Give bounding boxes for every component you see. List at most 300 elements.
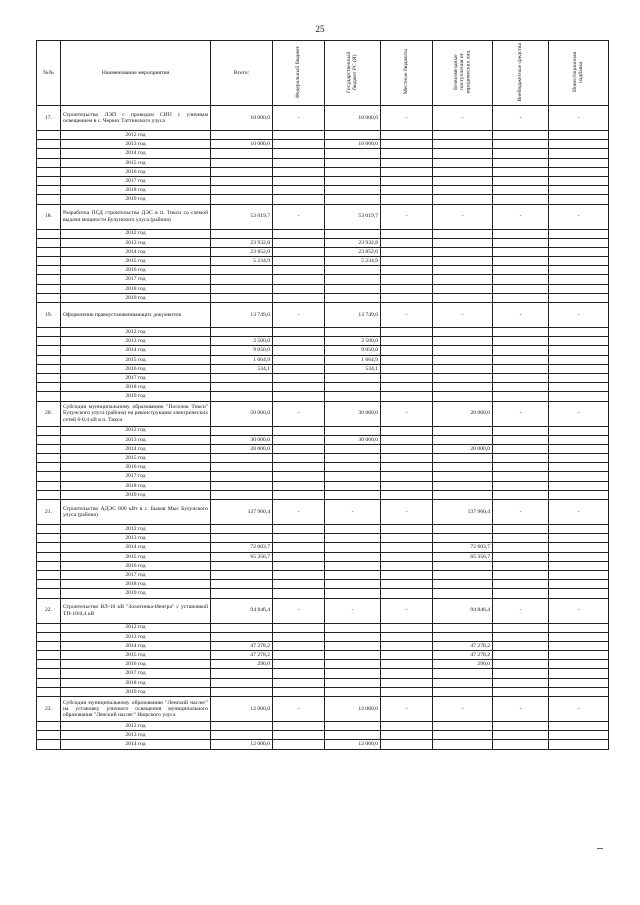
year-label: 2017 год xyxy=(61,570,211,579)
year-row xyxy=(37,328,609,337)
year-value-cell xyxy=(273,678,325,687)
item-value-cell: 30 000,0 xyxy=(325,401,381,426)
year-value-cell xyxy=(325,454,381,463)
year-value-cell xyxy=(549,195,609,204)
year-value-cell xyxy=(273,131,325,140)
year-label: 2017 год xyxy=(61,669,211,678)
year-value-cell xyxy=(549,293,609,302)
year-value-cell: 65 356,7 xyxy=(211,552,273,561)
year-value-cell xyxy=(325,641,381,650)
year-number-cell xyxy=(37,176,61,185)
year-value-cell xyxy=(549,158,609,167)
year-value-cell xyxy=(549,651,609,660)
year-value-cell xyxy=(493,525,549,534)
year-label: 2019 год xyxy=(61,195,211,204)
item-value-cell: - xyxy=(433,697,493,722)
year-row xyxy=(37,426,609,435)
year-value-cell xyxy=(549,346,609,355)
year-row xyxy=(37,641,609,650)
year-number-cell xyxy=(37,444,61,453)
year-label: 2013 год xyxy=(61,140,211,149)
year-value-cell xyxy=(273,570,325,579)
year-value-cell: 534,1 xyxy=(211,364,273,373)
year-value-cell xyxy=(381,275,433,284)
year-value-cell xyxy=(273,660,325,669)
year-label: 2015 год xyxy=(61,158,211,167)
year-label: 2019 год xyxy=(61,687,211,696)
year-value-cell: 65 356,7 xyxy=(433,552,493,561)
item-value-cell: 10 000,0 xyxy=(211,106,273,131)
year-value-cell xyxy=(493,669,549,678)
item-value-cell: - xyxy=(493,598,549,623)
year-value-cell xyxy=(325,131,381,140)
year-value-cell xyxy=(433,454,493,463)
year-value-cell: 23 852,0 xyxy=(325,247,381,256)
item-value-cell: - xyxy=(493,697,549,722)
year-value-cell xyxy=(325,481,381,490)
year-value-cell xyxy=(273,731,325,740)
item-value-cell: 50 000,0 xyxy=(211,401,273,426)
year-value-cell xyxy=(381,346,433,355)
item-value-cell: 53 019,7 xyxy=(211,204,273,229)
year-value-cell xyxy=(325,328,381,337)
year-value-cell xyxy=(493,383,549,392)
year-value-cell xyxy=(493,328,549,337)
year-value-cell xyxy=(433,149,493,158)
year-value-cell xyxy=(433,472,493,481)
item-value-cell: 12 000,0 xyxy=(325,697,381,722)
year-value-cell xyxy=(211,623,273,632)
year-value-cell xyxy=(493,678,549,687)
item-row xyxy=(37,500,609,525)
year-row xyxy=(37,266,609,275)
year-label: 2014 год xyxy=(61,641,211,650)
year-value-cell xyxy=(433,722,493,731)
year-value-cell xyxy=(493,641,549,650)
year-value-cell: 12 000,0 xyxy=(325,740,381,749)
year-value-cell xyxy=(549,543,609,552)
year-label: 2014 год xyxy=(61,543,211,552)
year-value-cell xyxy=(381,481,433,490)
year-label: 2014 год xyxy=(61,247,211,256)
year-number-cell xyxy=(37,158,61,167)
year-value-cell xyxy=(549,364,609,373)
year-row xyxy=(37,580,609,589)
year-number-cell xyxy=(37,167,61,176)
year-value-cell xyxy=(493,392,549,401)
year-value-cell xyxy=(381,426,433,435)
year-value-cell xyxy=(433,364,493,373)
year-value-cell xyxy=(433,337,493,346)
year-value-cell xyxy=(211,383,273,392)
year-value-cell xyxy=(325,490,381,499)
item-number: 17. xyxy=(37,106,61,131)
year-value-cell xyxy=(549,490,609,499)
year-label: 2018 год xyxy=(61,481,211,490)
item-value-cell: 13 749,0 xyxy=(325,303,381,328)
year-value-cell xyxy=(325,284,381,293)
year-value-cell xyxy=(493,552,549,561)
year-label: 2019 год xyxy=(61,490,211,499)
year-value-cell xyxy=(433,355,493,364)
year-value-cell xyxy=(433,328,493,337)
year-value-cell xyxy=(493,561,549,570)
year-value-cell xyxy=(273,651,325,660)
year-row xyxy=(37,534,609,543)
year-value-cell xyxy=(549,669,609,678)
year-row xyxy=(37,131,609,140)
year-row xyxy=(37,435,609,444)
year-value-cell xyxy=(493,131,549,140)
year-label: 2017 год xyxy=(61,275,211,284)
year-label: 2013 год xyxy=(61,435,211,444)
item-value-cell: - xyxy=(493,204,549,229)
item-value-cell: - xyxy=(433,204,493,229)
item-value-cell: - xyxy=(433,106,493,131)
year-row xyxy=(37,454,609,463)
year-value-cell xyxy=(381,632,433,641)
year-value-cell: 10 000,0 xyxy=(211,140,273,149)
year-label: 2018 год xyxy=(61,580,211,589)
year-row xyxy=(37,623,609,632)
year-row xyxy=(37,589,609,598)
year-number-cell xyxy=(37,472,61,481)
year-label: 2016 год xyxy=(61,660,211,669)
year-value-cell xyxy=(325,669,381,678)
year-value-cell xyxy=(493,195,549,204)
year-value-cell xyxy=(493,149,549,158)
year-value-cell: 290,0 xyxy=(211,660,273,669)
year-value-cell xyxy=(493,435,549,444)
year-value-cell xyxy=(381,284,433,293)
item-value-cell: 53 019,7 xyxy=(325,204,381,229)
year-row xyxy=(37,561,609,570)
year-value-cell xyxy=(433,266,493,275)
year-value-cell xyxy=(549,355,609,364)
year-value-cell xyxy=(549,337,609,346)
year-value-cell xyxy=(381,687,433,696)
year-value-cell xyxy=(549,722,609,731)
item-name: Субсидия муниципальному образованию "Ленский наслег" на установку уличного освещения муниципального образования "Ленский наслег" Нюрского улуса xyxy=(61,697,211,722)
year-number-cell xyxy=(37,722,61,731)
year-label: 2012 год xyxy=(61,525,211,534)
year-value-cell xyxy=(549,266,609,275)
item-value-cell: - xyxy=(273,598,325,623)
year-value-cell xyxy=(325,392,381,401)
year-value-cell xyxy=(549,660,609,669)
year-row xyxy=(37,552,609,561)
year-value-cell xyxy=(381,561,433,570)
year-value-cell: 5 234,9 xyxy=(211,257,273,266)
year-value-cell xyxy=(325,651,381,660)
year-value-cell xyxy=(325,373,381,382)
year-value-cell: 23 852,0 xyxy=(211,247,273,256)
year-value-cell xyxy=(493,373,549,382)
year-value-cell xyxy=(549,383,609,392)
year-number-cell xyxy=(37,229,61,238)
year-value-cell xyxy=(325,176,381,185)
year-number-cell xyxy=(37,238,61,247)
year-value-cell xyxy=(433,229,493,238)
year-value-cell xyxy=(211,580,273,589)
year-value-cell xyxy=(211,373,273,382)
year-value-cell xyxy=(381,435,433,444)
year-value-cell xyxy=(433,534,493,543)
year-value-cell xyxy=(493,580,549,589)
header-off-budget-funds: Внебюджетные средства xyxy=(493,41,549,106)
year-value-cell xyxy=(325,687,381,696)
header-local-budgets: Местные бюджеты xyxy=(381,41,433,106)
year-value-cell xyxy=(381,444,433,453)
item-value-cell: - xyxy=(381,598,433,623)
year-number-cell xyxy=(37,355,61,364)
year-value-cell xyxy=(381,525,433,534)
year-label: 2012 год xyxy=(61,328,211,337)
year-number-cell xyxy=(37,543,61,552)
year-value-cell xyxy=(549,392,609,401)
year-value-cell: 12 000,0 xyxy=(211,740,273,749)
year-row xyxy=(37,257,609,266)
year-value-cell xyxy=(433,257,493,266)
year-value-cell xyxy=(549,131,609,140)
year-row xyxy=(37,444,609,453)
item-value-cell: 12 000,0 xyxy=(211,697,273,722)
item-value-cell: 13 749,0 xyxy=(211,303,273,328)
year-row xyxy=(37,337,609,346)
year-value-cell xyxy=(493,293,549,302)
year-value-cell: 20 000,0 xyxy=(433,444,493,453)
year-value-cell xyxy=(273,463,325,472)
year-value-cell xyxy=(211,454,273,463)
year-value-cell xyxy=(549,641,609,650)
year-value-cell xyxy=(381,669,433,678)
year-number-cell xyxy=(37,149,61,158)
year-value-cell xyxy=(549,444,609,453)
year-value-cell xyxy=(549,481,609,490)
year-value-cell: 1 664,9 xyxy=(211,355,273,364)
year-value-cell xyxy=(325,472,381,481)
item-number: 19. xyxy=(37,303,61,328)
year-row xyxy=(37,463,609,472)
year-value-cell xyxy=(381,364,433,373)
year-value-cell xyxy=(433,623,493,632)
year-value-cell xyxy=(381,186,433,195)
item-name: Строительство АДЭС 800 кВт в с. Быков Мыс Булунского улуса (района) xyxy=(61,500,211,525)
year-value-cell xyxy=(433,247,493,256)
year-value-cell xyxy=(493,167,549,176)
year-value-cell xyxy=(273,176,325,185)
year-value-cell xyxy=(211,463,273,472)
year-value-cell xyxy=(493,740,549,749)
year-value-cell xyxy=(273,337,325,346)
item-value-cell: - xyxy=(381,401,433,426)
year-label: 2014 год xyxy=(61,740,211,749)
item-value-cell: 10 000,0 xyxy=(325,106,381,131)
year-number-cell xyxy=(37,247,61,256)
year-value-cell xyxy=(273,552,325,561)
budget-table xyxy=(36,40,609,750)
year-number-cell xyxy=(37,195,61,204)
year-number-cell xyxy=(37,454,61,463)
year-row xyxy=(37,490,609,499)
year-row xyxy=(37,284,609,293)
year-value-cell xyxy=(493,247,549,256)
year-value-cell xyxy=(381,140,433,149)
item-row xyxy=(37,204,609,229)
year-value-cell: 30 000,0 xyxy=(325,435,381,444)
year-value-cell xyxy=(549,463,609,472)
year-value-cell xyxy=(433,525,493,534)
year-row xyxy=(37,525,609,534)
year-value-cell xyxy=(433,580,493,589)
year-value-cell xyxy=(433,284,493,293)
year-value-cell: 20 000,0 xyxy=(211,444,273,453)
year-value-cell xyxy=(273,238,325,247)
year-label: 2017 год xyxy=(61,472,211,481)
year-row xyxy=(37,140,609,149)
item-value-cell: - xyxy=(549,598,609,623)
year-number-cell xyxy=(37,525,61,534)
year-value-cell xyxy=(325,561,381,570)
year-value-cell xyxy=(381,149,433,158)
year-value-cell xyxy=(381,552,433,561)
year-number-cell xyxy=(37,632,61,641)
year-value-cell xyxy=(549,186,609,195)
year-value-cell xyxy=(211,186,273,195)
year-value-cell xyxy=(273,490,325,499)
year-value-cell xyxy=(325,444,381,453)
year-value-cell xyxy=(381,355,433,364)
year-value-cell xyxy=(493,355,549,364)
year-number-cell xyxy=(37,373,61,382)
year-number-cell xyxy=(37,660,61,669)
year-value-cell xyxy=(273,346,325,355)
year-value-cell xyxy=(549,454,609,463)
year-value-cell xyxy=(433,570,493,579)
item-value-cell: 137 960,4 xyxy=(211,500,273,525)
year-value-cell xyxy=(433,435,493,444)
year-value-cell xyxy=(325,275,381,284)
year-row xyxy=(37,678,609,687)
year-number-cell xyxy=(37,435,61,444)
year-value-cell xyxy=(325,426,381,435)
year-label: 2012 год xyxy=(61,623,211,632)
year-number-cell xyxy=(37,687,61,696)
year-value-cell xyxy=(273,740,325,749)
year-value-cell xyxy=(211,481,273,490)
year-label: 2015 год xyxy=(61,552,211,561)
year-number-cell xyxy=(37,678,61,687)
year-value-cell xyxy=(433,561,493,570)
year-value-cell xyxy=(381,641,433,650)
year-value-cell xyxy=(493,472,549,481)
header-federal-budget: Федеральный бюджет xyxy=(273,41,325,106)
year-value-cell xyxy=(273,158,325,167)
year-value-cell xyxy=(433,383,493,392)
year-number-cell xyxy=(37,284,61,293)
year-number-cell xyxy=(37,275,61,284)
item-value-cell: 137 960,4 xyxy=(433,500,493,525)
year-value-cell xyxy=(381,580,433,589)
year-value-cell: 72 603,7 xyxy=(433,543,493,552)
year-value-cell: 5 234,9 xyxy=(325,257,381,266)
year-value-cell xyxy=(381,534,433,543)
item-value-cell: 94 846,4 xyxy=(433,598,493,623)
item-value-cell: - xyxy=(433,303,493,328)
year-value-cell: 72 603,7 xyxy=(211,543,273,552)
year-value-cell xyxy=(325,660,381,669)
year-value-cell xyxy=(211,167,273,176)
year-row xyxy=(37,687,609,696)
year-number-cell xyxy=(37,392,61,401)
year-value-cell xyxy=(493,481,549,490)
year-value-cell xyxy=(381,392,433,401)
year-value-cell xyxy=(493,543,549,552)
year-value-cell xyxy=(211,632,273,641)
year-value-cell xyxy=(493,275,549,284)
year-value-cell xyxy=(549,552,609,561)
item-value-cell: - xyxy=(381,697,433,722)
year-value-cell xyxy=(325,195,381,204)
year-number-cell xyxy=(37,623,61,632)
year-value-cell xyxy=(549,570,609,579)
header-total: Всего: xyxy=(211,41,273,106)
year-value-cell xyxy=(549,687,609,696)
year-value-cell xyxy=(493,176,549,185)
item-value-cell: - xyxy=(493,303,549,328)
year-label: 2013 год xyxy=(61,632,211,641)
item-value-cell: 94 846,4 xyxy=(211,598,273,623)
year-value-cell xyxy=(493,632,549,641)
year-value-cell xyxy=(381,257,433,266)
year-value-cell xyxy=(273,364,325,373)
year-value-cell xyxy=(381,167,433,176)
year-label: 2013 год xyxy=(61,337,211,346)
year-number-cell xyxy=(37,669,61,678)
year-value-cell xyxy=(211,722,273,731)
year-number-cell xyxy=(37,257,61,266)
year-value-cell xyxy=(549,561,609,570)
item-value-cell: - xyxy=(549,697,609,722)
year-value-cell xyxy=(325,525,381,534)
year-value-cell xyxy=(273,373,325,382)
item-value-cell: - xyxy=(273,500,325,525)
page-number: 25 xyxy=(315,24,325,34)
year-value-cell xyxy=(493,444,549,453)
year-row xyxy=(37,275,609,284)
year-value-cell xyxy=(211,687,273,696)
table-body xyxy=(37,106,609,750)
year-value-cell xyxy=(493,337,549,346)
year-label: 2016 год xyxy=(61,167,211,176)
year-value-cell xyxy=(211,731,273,740)
year-row xyxy=(37,632,609,641)
year-row xyxy=(37,669,609,678)
header-state-budget: Государственный бюджет РС (Я) xyxy=(325,41,381,106)
year-row xyxy=(37,247,609,256)
year-value-cell xyxy=(273,623,325,632)
year-value-cell xyxy=(381,490,433,499)
year-value-cell xyxy=(493,687,549,696)
year-value-cell xyxy=(549,740,609,749)
year-value-cell xyxy=(211,195,273,204)
item-row xyxy=(37,401,609,426)
year-value-cell xyxy=(273,149,325,158)
item-value-cell: - xyxy=(273,401,325,426)
year-value-cell: 1 664,9 xyxy=(325,355,381,364)
year-value-cell xyxy=(433,158,493,167)
year-number-cell xyxy=(37,131,61,140)
